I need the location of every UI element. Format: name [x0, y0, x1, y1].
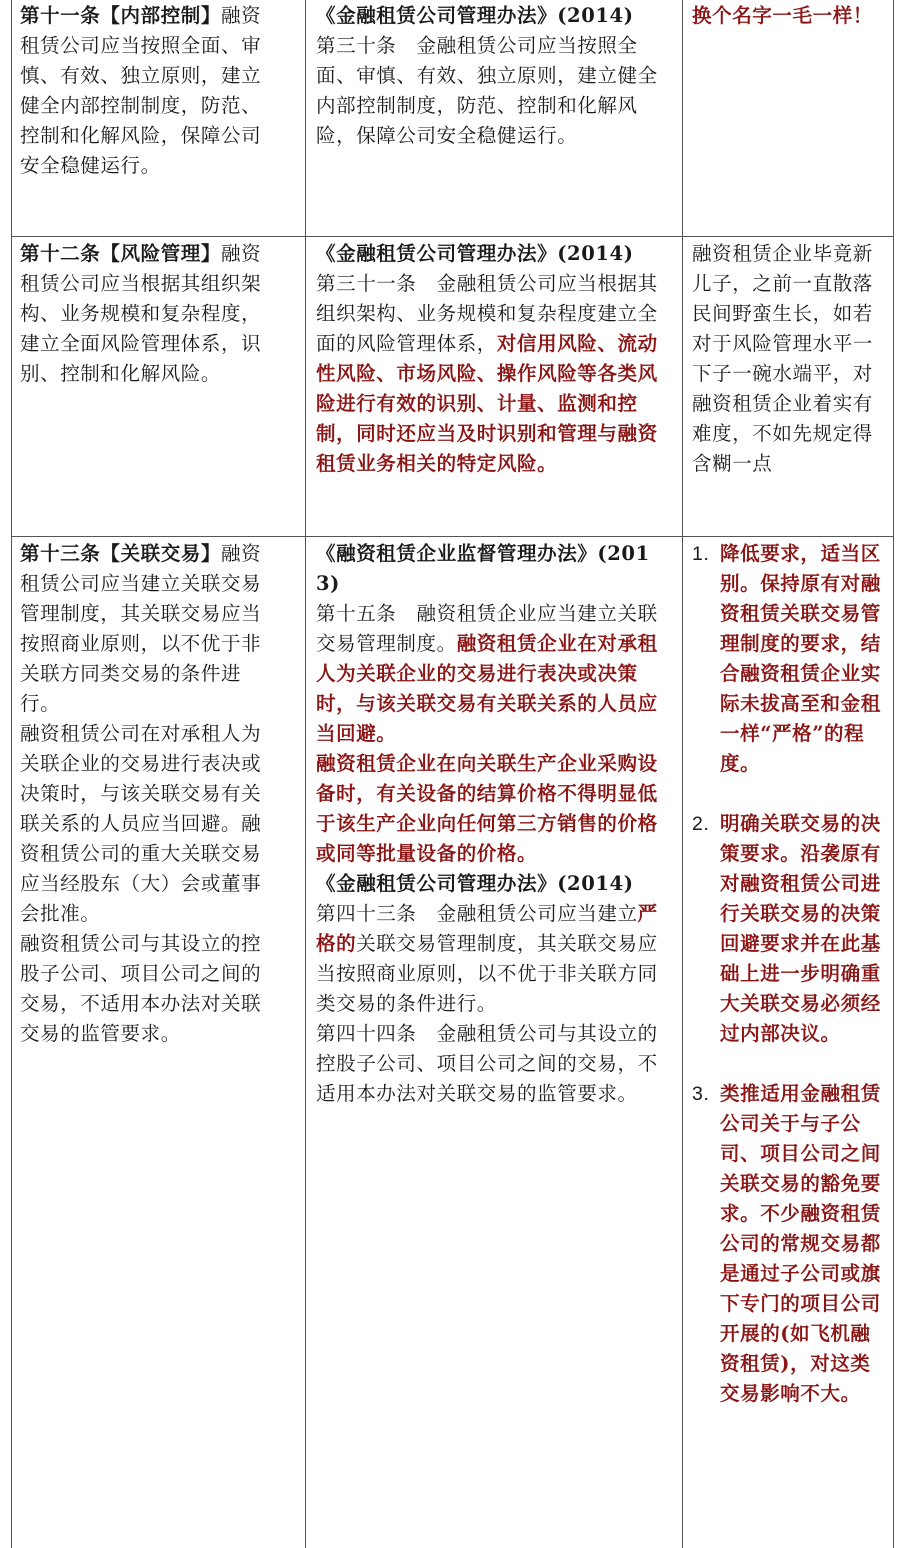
row2-source-highlight: 对信用风险、流动性风险、市场风险、操作风险等各类风险进行有效的识别、计量、监测和控制，同时还应当及时识别和管理与融资租赁业务相关的特定风险。	[316, 332, 658, 475]
row2-new-rule	[20, 239, 280, 389]
row3-source1-title: 《融资租赁企业监督管理办法》(2013)	[316, 542, 650, 595]
row1-note: 换个名字一毛一样！	[692, 4, 873, 27]
row1-article-body: 融资租赁公司应当按照全面、审慎、有效、独立原则，建立健全内部控制制度，防范、控制和化解风险，保障公司安全稳健运行。	[20, 4, 262, 177]
list-item	[692, 1079, 888, 1409]
list-item	[692, 539, 888, 779]
list-item-text: 类推适用金融租赁公司关于与子公司、项目公司之间关联交易的豁免要求。不少融资租赁公司的常规交易都是通过子公司或旗下专门的项目公司开展的(如飞机融资租赁)，对这类交易影响不大。	[720, 1082, 881, 1405]
row2-source-body: 第三十一条 金融租赁公司应当根据其组织架构、业务规模和复杂程度建立全面的风险管理体系，	[316, 272, 658, 355]
column-divider-2	[682, 0, 683, 1548]
row3-source2-title: 《金融租赁公司管理办法》(2014)	[316, 872, 634, 895]
row3-art43-highlight: 严格的	[316, 902, 658, 955]
row3-article-body: 融资租赁公司应当建立关联交易管理制度，其关联交易应当按照商业原则，以不优于非关联方同类交易的条件进行。	[20, 542, 262, 715]
row3-old-rule	[316, 539, 668, 1109]
row3-new-rule	[20, 539, 280, 1049]
row3-note-list	[692, 539, 888, 1409]
list-item-number: 3.	[692, 1083, 710, 1105]
row3-art43-b: 关联交易管理制度，其关联交易应当按照商业原则，以不优于非关联方同类交易的条件进行。	[316, 932, 658, 1015]
row-divider-1	[11, 236, 894, 237]
row3-art44: 第四十四条 金融租赁公司与其设立的控股子公司、项目公司之间的交易，不适用本办法对关联交易的监管要求。	[316, 1022, 658, 1105]
row3-art43-a: 第四十三条 金融租赁公司应当建立	[316, 902, 638, 925]
list-item-number: 2.	[692, 813, 710, 835]
row2-old-rule	[316, 239, 668, 479]
row3-red-paragraph: 融资租赁企业在向关联生产企业采购设备时，有关设备的结算价格不得明显低于该生产企业向任何第三方销售的价格或同等批量设备的价格。	[316, 752, 658, 865]
row-divider-2	[11, 536, 894, 537]
row3-art15: 第十五条 融资租赁企业应当建立关联交易管理制度。	[316, 602, 658, 655]
row2-note: 融资租赁企业毕竟新儿子，之前一直散落民间野蛮生长，如若对于风险管理水平一下子一碗水端平，对融资租赁企业着实有难度，不如先规定得含糊一点	[692, 242, 873, 475]
list-item-text: 明确关联交易的决策要求。沿袭原有对融资租赁公司进行关联交易的决策回避要求并在此基础上进一步明确重大关联交易必须经过内部决议。	[720, 812, 881, 1045]
row3-article-title: 第十三条【关联交易】	[20, 542, 222, 565]
row3-commentary	[692, 539, 888, 1439]
row3-article-para3: 融资租赁公司与其设立的控股子公司、项目公司之间的交易，不适用本办法对关联交易的监管要求。	[20, 932, 262, 1045]
row1-source-body: 第三十条 金融租赁公司应当按照全面、审慎、有效、独立原则，建立健全内部控制制度，防范、控制和化解风险，保障公司安全稳健运行。	[316, 34, 658, 147]
row1-commentary	[692, 1, 888, 31]
row2-commentary	[692, 239, 888, 479]
row2-article-title: 第十二条【风险管理】	[20, 242, 222, 265]
row1-new-rule	[20, 1, 280, 181]
row2-article-body: 融资租赁公司应当根据其组织架构、业务规模和复杂程度，建立全面风险管理体系，识别、控制和化解风险。	[20, 242, 262, 385]
row1-source-title: 《金融租赁公司管理办法》(2014)	[316, 4, 634, 27]
row2-source-title: 《金融租赁公司管理办法》(2014)	[316, 242, 634, 265]
list-item-text: 降低要求，适当区别。保持原有对融资租赁关联交易管理制度的要求，结合融资租赁企业实际未拔高至和金租一样“严格”的程度。	[720, 542, 881, 775]
row1-old-rule	[316, 1, 668, 151]
list-item	[692, 809, 888, 1049]
list-item-number: 1.	[692, 543, 710, 565]
row3-art15-highlight: 融资租赁企业在对承租人为关联企业的交易进行表决或决策时，与该关联交易有关联关系的人员应当回避。	[316, 632, 658, 745]
column-divider-1	[305, 0, 306, 1548]
row3-article-para2: 融资租赁公司在对承租人为关联企业的交易进行表决或决策时，与该关联交易有关联关系的人员应当回避。融资租赁公司的重大关联交易应当经股东（大）会或董事会批准。	[20, 722, 262, 925]
row1-article-title: 第十一条【内部控制】	[20, 4, 222, 27]
